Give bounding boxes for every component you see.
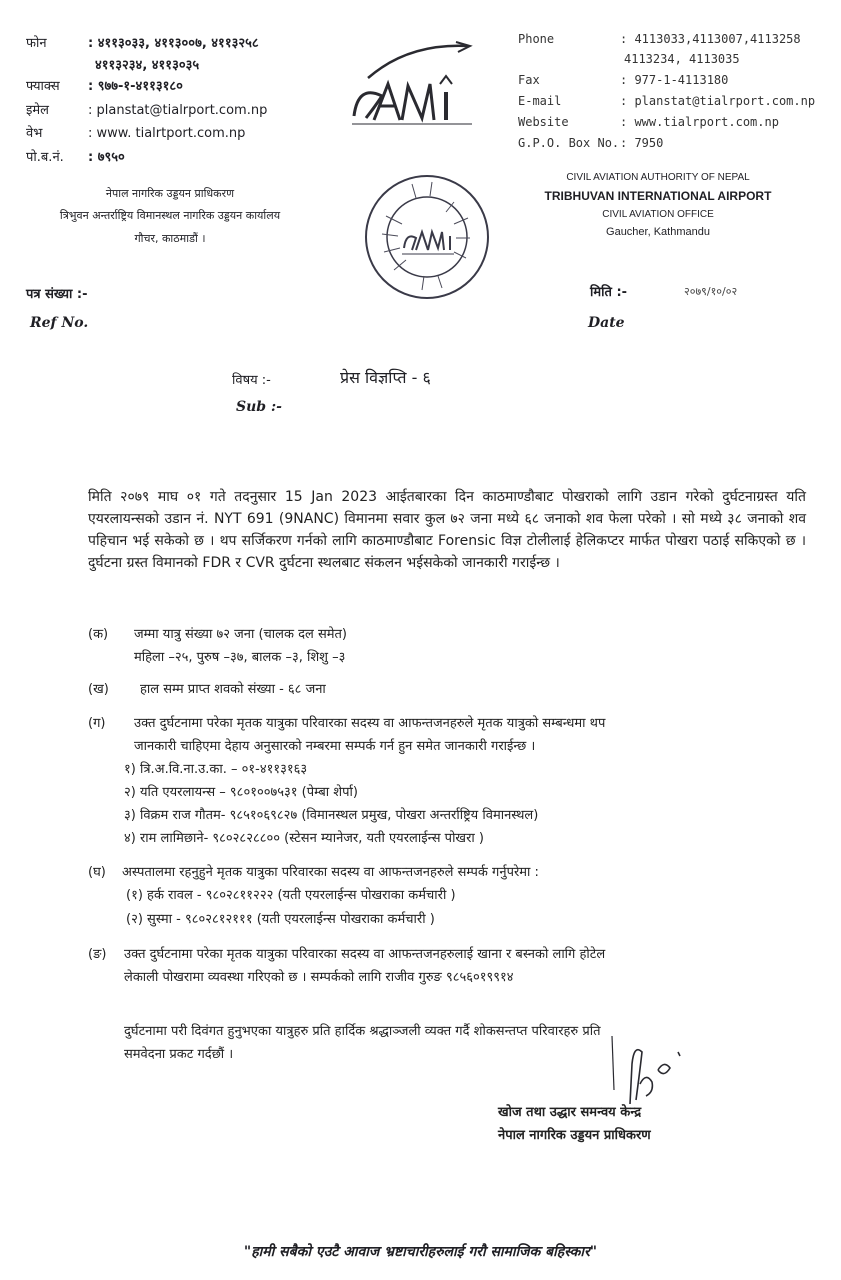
office-address-en: Gaucher, Kathmandu xyxy=(606,226,710,238)
email-label-en: E-mail xyxy=(518,94,562,108)
item-ga-line2: जानकारी चाहिएमा देहाय अनुसारको नम्बरमा सम्पर्क गर्न हुन समेत जानकारी गराईन्छ । xyxy=(134,739,536,754)
office-address-np: गौचर, काठमाडौं । xyxy=(134,232,206,245)
airport-name-en: TRIBHUVAN INTERNATIONAL AIRPORT xyxy=(544,189,772,203)
po-row-np xyxy=(26,148,125,167)
item-ga-contact3: ३) विक्रम राज गौतम- ९८५१०६९८२७ (विमानस्थल प्रमुख, पोखरा अन्तर्राष्ट्रिय विमानस्थल) xyxy=(124,808,539,823)
item-gha-contact1: (१) हर्क रावल - ९८०२८११२२२ (यती एयरलाईन्स पोखराका कर्मचारी ) xyxy=(126,888,456,903)
fax-label-np: फ्याक्स xyxy=(26,79,60,94)
closing-line1: दुर्घटनामा परी दिवंगत हुनुभएका यात्रुहरु प्रति हार्दिक श्रद्धाञ्जली व्यक्त गर्दै शोकसन्तप्त परिवारहरु प्रति xyxy=(124,1024,601,1039)
item-ga-contact1: १) त्रि.अ.वि.ना.उ.का. – ०१-४११३१६३ xyxy=(124,762,308,777)
phone-row-np xyxy=(26,34,259,53)
web-value-en: : www.tialrport.com.np xyxy=(620,115,779,129)
item-ga-line1: उक्त दुर्घटनामा परेका मृतक यात्रुका परिवारका सदस्य वा आफन्तजनहरुले मृतक यात्रुको सम्बन्धमा थप xyxy=(134,716,606,731)
item-nga-marker: (ङ) xyxy=(88,947,107,962)
item-ga-contact2: २) यति एयरलायन्स – ९८०१००७५३१ (पेम्बा शेर्पा) xyxy=(124,785,358,800)
caan-logo xyxy=(348,38,478,130)
fax-row-np xyxy=(26,77,183,96)
item-gha-marker: (घ) xyxy=(88,865,106,880)
phone-value-en: : 4113033,4113007,4113258 xyxy=(620,32,801,46)
org-name-np: नेपाल नागरिक उड्डयन प्राधिकरण xyxy=(105,187,235,200)
office-name-np: त्रिभुवन अन्तर्राष्ट्रिय विमानस्थल नागरिक उड्डयन कार्यालय xyxy=(59,209,281,222)
office-stamp xyxy=(362,172,492,302)
subject-label-en: Sub :- xyxy=(236,399,282,415)
phone-value-np: : ४११३०३३, ४११३००७, ४११३२५८ xyxy=(88,36,259,51)
po-label-np: पो.ब.नं. xyxy=(26,150,64,165)
org-name-en: CIVIL AVIATION AUTHORITY OF NEPAL xyxy=(566,172,750,183)
email-value-en: : planstat@tialrport.com.np xyxy=(620,94,816,108)
item-kha-marker: (ख) xyxy=(88,682,109,697)
subject-value: प्रेस विज्ञप्ति - ६ xyxy=(340,368,431,387)
item-kha-line: हाल सम्म प्राप्त शवको संख्या - ६८ जना xyxy=(140,682,326,697)
po-label-en: G.P.O. Box No. xyxy=(518,136,620,150)
office-name-en: CIVIL AVIATION OFFICE xyxy=(602,209,714,220)
phone-label-np: फोन xyxy=(26,36,47,51)
signature-line1: खोज तथा उद्धार समन्वय केन्द्र xyxy=(498,1105,642,1120)
date-value: २०७९/१०/०२ xyxy=(684,285,738,298)
item-gha-line1: अस्पतालमा रहनुहुने मृतक यात्रुका परिवारका सदस्य वा आफन्तजनहरुले सम्पर्क गर्नुपरेमा : xyxy=(122,865,539,880)
web-label-np: वेभ xyxy=(26,126,43,141)
date-label-en: Date xyxy=(588,315,625,331)
item-ka-marker: (क) xyxy=(88,627,109,642)
ref-label-en: Ref No. xyxy=(30,315,89,331)
date-label-np: मिति :- xyxy=(590,285,628,300)
ref-label-np: पत्र संख्या :- xyxy=(26,287,88,302)
web-row-np xyxy=(26,124,245,143)
closing-line2: समवेदना प्रकट गर्दछौं । xyxy=(124,1047,234,1062)
phone-label-en: Phone xyxy=(518,32,555,46)
phone-value-np-cont: ४११३२३४, ४११३०३५ xyxy=(95,58,200,73)
item-gha-contact2: (२) सुस्मा - ९८०२८१२१११ (यती एयरलाईन्स पोखराका कर्मचारी ) xyxy=(126,912,435,927)
fax-value-np: : ९७७-१-४११३१८० xyxy=(88,79,183,94)
po-value-en: : 7950 xyxy=(620,136,664,150)
footer-slogan: "हामी सबैको एउटै आवाज भ्रष्टाचारीहरुलाई गरौ सामाजिक बहिस्कार" xyxy=(243,1244,598,1260)
email-value-np: : planstat@tialrport.com.np xyxy=(88,103,268,118)
fax-value-en: : 977-1-4113180 xyxy=(620,73,729,87)
po-value-np: : ७९५० xyxy=(88,150,125,165)
web-label-en: Website xyxy=(518,115,569,129)
subject-label-np: विषय :- xyxy=(232,373,271,388)
item-ka-line1: जम्मा यात्रु संख्या ७२ जना (चालक दल समेत) xyxy=(134,627,347,642)
handwritten-signature xyxy=(600,1030,710,1110)
email-label-np: इमेल xyxy=(26,103,49,118)
item-ga-marker: (ग) xyxy=(88,716,106,731)
item-ka-line2: महिला –२५, पुरुष –३७, बालक –३, शिशु –३ xyxy=(134,650,346,665)
item-nga-line1: उक्त दुर्घटनामा परेका मृतक यात्रुका परिवारका सदस्य वा आफन्तजनहरुलाई खाना र बस्नको लागि होटेल xyxy=(124,947,606,962)
web-value-np: : www. tialrtport.com.np xyxy=(88,126,246,141)
signature-line2: नेपाल नागरिक उड्डयन प्राधिकरण xyxy=(498,1128,651,1143)
intro-paragraph: मिति २०७९ माघ ०१ गते तदनुसार 15 Jan 2023 आईतबारका दिन काठमाण्डौबाट पोखराको लागि उडान गरेको दुर्घटनाग्रस्त यति एयरलायन्सको उडान नं. NYT 691 (9NANC) विमानमा सवार कुल ७२ जना मध्ये ६८ जनाको शव फेला परेको । सो मध्ये ३८ जनाको शव पहिचान भई सकेको छ । थप सर्जिकरण गर्नको लागि काठमाण्डौबाट Forensic विज्ञ टोलीलाई हेलिकप्टर मार्फत पोखरा पठाई सकिएको छ । दुर्घटना ग्रस्त विमानको FDR र CVR दुर्घटना स्थलबाट संकलन भईसकेको जानकारी गराईन्छ । xyxy=(88,489,806,571)
fax-label-en: Fax xyxy=(518,73,540,87)
item-nga-line2: लेकाली पोखरामा व्यवस्था गरिएको छ । सम्पर्कको लागि राजीव गुरुङ ९८५६०१९९१४ xyxy=(124,970,514,985)
email-row-np xyxy=(26,101,267,120)
item-ga-contact4: ४) राम लामिछाने- ९८०२८२८८०० (स्टेसन म्यानेजर, यती एयरलाईन्स पोखरा ) xyxy=(124,831,484,846)
phone-value-en-cont: 4113234, 4113035 xyxy=(624,52,740,66)
